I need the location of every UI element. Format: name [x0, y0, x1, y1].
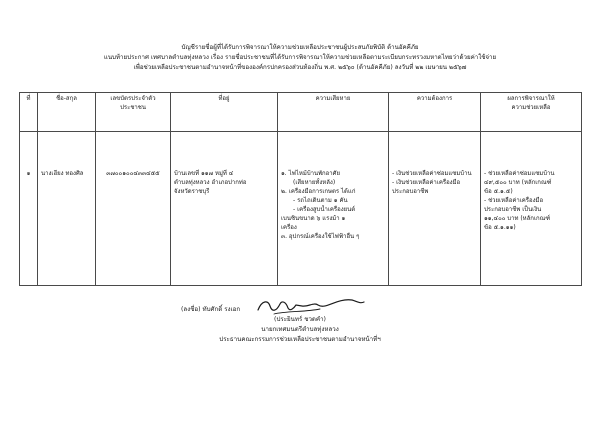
needs-line: - เงินช่วยเหลือค่าซ่อมแซมบ้าน — [392, 170, 472, 177]
cell-no: ๑ — [20, 132, 38, 286]
header-title-line-2: แนบท้ายประกาศ เทศบาลตำบลทุ่งหลวง เรื่อง รายชื่อประชาชนที่ได้รับการพิจารณาให้ความช่วยเหลือตามระเบียบกระทรวงมหาดไทยว่าด้วยค่าใช้จ่าย — [103, 54, 497, 61]
damage-line: เบนซินขนาด ๖ แรงม้า ๑ — [281, 215, 346, 222]
result-line: ข้อ ๕.๑.๕) — [484, 188, 513, 195]
header-title-line-1: บัญชีรายชื่อผู้ที่ได้รับการพิจารณาให้ความช่วยเหลือประชาชนผู้ประสบภัยพิบัติ ด้านอัคคีภัย — [181, 44, 419, 51]
damage-line: - เครื่องสูบน้ำเครื่องยนต์ — [293, 206, 356, 213]
column-header-id-line: เลขบัตรประจำตัว — [110, 95, 156, 102]
damage-line: ๒. เครื่องมือการเกษตร ได้แก่ — [281, 188, 356, 195]
column-header-name: ชื่อ-สกุล — [38, 93, 96, 132]
signer-position: นายกเทศมนตรีตำบลทุ่งหลวง — [261, 326, 339, 333]
needs-line: - เงินช่วยเหลือค่าเครื่องมือ — [392, 179, 461, 186]
cell-damage — [278, 132, 389, 286]
address-line: ตำบลทุ่งหลวง อำเภอปากท่อ — [174, 179, 247, 186]
table-header-row — [20, 93, 582, 132]
table-row — [20, 132, 582, 286]
column-header-needs: ความต้องการ — [389, 93, 481, 132]
signer-committee-position: ประธานคณะกรรมการช่วยเหลือประชาชนตามอำนาจหน้าที่ฯ — [219, 336, 381, 343]
cell-id: ๓๗๐๐๑๐๐๔๓๓๔๕๕ — [96, 132, 171, 286]
result-line: ๔๙,๕๐๐ บาท (หลักเกณฑ์ — [484, 179, 552, 186]
column-header-result-line: ผลการพิจารณาให้ — [507, 95, 555, 102]
recipients-table — [19, 92, 582, 286]
damage-line: - รถไถเดินตาม ๑ คัน — [293, 197, 348, 204]
result-line: - ช่วยเหลือค่าเครื่องมือ — [484, 197, 544, 204]
column-header-result-line: ความช่วยเหลือ — [511, 104, 551, 111]
column-header-result — [481, 93, 582, 132]
damage-line: ๓. อุปกรณ์เครื่องใช้ไฟฟ้าอื่น ๆ — [281, 233, 360, 240]
result-line: ประกอบอาชีพ เป็นเงิน — [484, 206, 542, 213]
damage-line: เครื่อง — [281, 224, 297, 231]
result-line: ข้อ ๕.๑.๑๑) — [484, 224, 516, 231]
handwritten-signature — [256, 296, 366, 316]
address-line: จังหวัดราชบุรี — [174, 188, 210, 195]
damage-line: (เสียหายทั้งหลัง) — [293, 179, 336, 186]
signed-label: (ลงชื่อ) ทับศักดิ์ รงเอก — [181, 306, 241, 313]
cell-address — [171, 132, 278, 286]
column-header-no: ที่ — [20, 93, 38, 132]
result-line: ๑๑,๔๐๐ บาท (หลักเกณฑ์ — [484, 215, 551, 222]
column-header-address: ที่อยู่ — [171, 93, 278, 132]
result-line: - ช่วยเหลือค่าซ่อมแซมบ้าน — [484, 170, 555, 177]
document-header — [0, 43, 600, 73]
column-header-id-line: ประชาชน — [120, 104, 146, 111]
cell-result — [481, 132, 582, 286]
column-header-id — [96, 93, 171, 132]
signer-name: (ประยินทร์ ชวดคำ) — [274, 316, 326, 323]
header-title-line-3: เพื่อช่วยเหลือประชาชนตามอำนาจหน้าที่ขององค์กรปกครองส่วนท้องถิ่น พ.ศ. ๒๕๖๐ (ด้านอัคคีภัย) ลงวันที่ ๒๒ เมษายน ๒๕๖๗ — [133, 64, 467, 71]
cell-needs — [389, 132, 481, 286]
cell-name: นางเฮียง ทองศิล — [38, 132, 96, 286]
needs-line: ประกอบอาชีพ — [392, 188, 429, 195]
damage-line: ๑. ไฟไหม้บ้านพักอาศัย — [281, 170, 340, 177]
column-header-damage: ความเสียหาย — [278, 93, 389, 132]
address-line: บ้านเลขที่ ๑๑๗ หมู่ที่ ๔ — [174, 170, 234, 177]
